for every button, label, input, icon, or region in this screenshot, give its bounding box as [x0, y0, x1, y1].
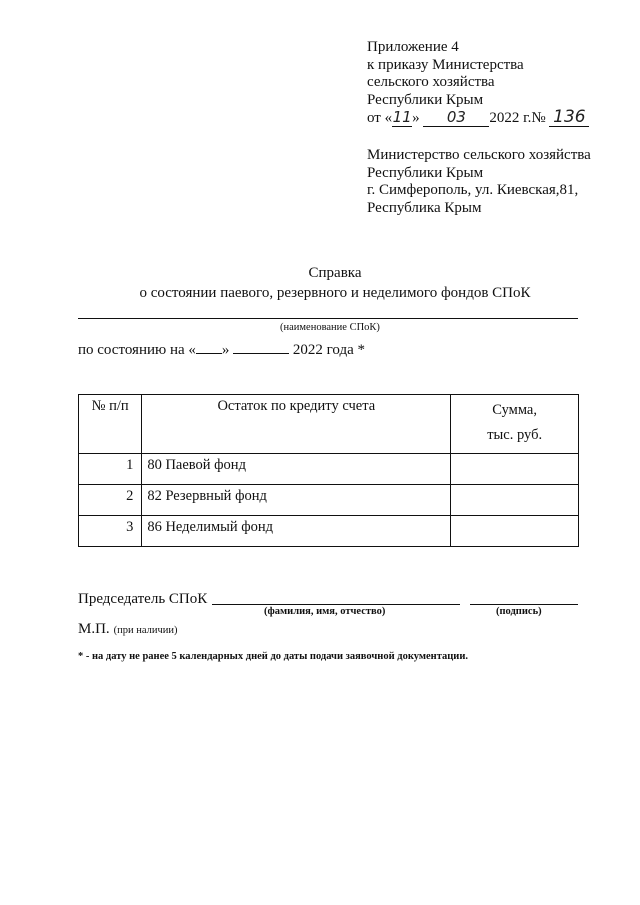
header-sum-line2: тыс. руб.	[487, 427, 543, 443]
row-num: 1	[79, 454, 142, 485]
funds-table	[78, 394, 579, 547]
sign-underline	[470, 604, 578, 605]
ministry-line: Республика Крым	[367, 199, 482, 216]
row-sum[interactable]	[451, 454, 579, 485]
sign-caption: (подпись)	[496, 606, 542, 617]
ministry-line: Республики Крым	[367, 164, 484, 181]
ministry-address	[367, 146, 591, 216]
table-header-row	[79, 395, 579, 454]
date-month-handwritten: 03	[423, 108, 489, 127]
date-prefix: от «	[367, 110, 393, 126]
table-row	[79, 485, 579, 516]
appendix-line: сельского хозяйства	[367, 74, 495, 90]
table-row	[79, 516, 579, 547]
fio-caption: (фамилия, имя, отчество)	[264, 606, 386, 617]
name-underline	[78, 318, 578, 319]
row-num: 3	[79, 516, 142, 547]
row-num: 2	[79, 485, 142, 516]
table-row	[79, 454, 579, 485]
order-number-handwritten: 136	[549, 108, 589, 127]
date-day-handwritten: 11	[392, 108, 412, 126]
date-mid: »	[412, 110, 420, 126]
header-sum	[451, 395, 579, 454]
as-of-line	[78, 341, 365, 359]
stamp-label: М.П.	[78, 621, 110, 637]
order-date-line	[367, 108, 589, 126]
appendix-line: к приказу Министерства	[367, 56, 524, 73]
chairman-label: Председатель СПоК	[78, 591, 208, 607]
row-sum[interactable]	[451, 485, 579, 516]
stamp-line	[78, 620, 178, 638]
name-caption: (наименование СПоК)	[280, 322, 380, 333]
ministry-line: Министерство сельского хозяйства	[367, 147, 591, 163]
footnote: * - на дату не ранее 5 календарных дней до даты подачи заявочной документации.	[78, 651, 469, 662]
appendix-block	[367, 38, 589, 126]
as-of-suffix: 2022 года *	[292, 342, 366, 358]
stamp-note: (при наличии)	[113, 625, 178, 636]
row-account: 80 Паевой фонд	[142, 454, 451, 485]
document-title: Справка	[308, 265, 362, 281]
header-sum-line1: Сумма,	[492, 402, 537, 418]
header-account: Остаток по кредиту счета	[142, 395, 451, 454]
row-account: 86 Неделимый фонд	[142, 516, 451, 547]
header-num: № п/п	[79, 395, 142, 454]
row-sum[interactable]	[451, 516, 579, 547]
fio-underline	[212, 604, 460, 605]
row-account: 82 Резервный фонд	[142, 485, 451, 516]
document-subtitle: о состоянии паевого, резервного и неделимого фондов СПоК	[139, 285, 531, 301]
as-of-mid: »	[221, 342, 230, 358]
as-of-day-blank	[196, 353, 222, 354]
appendix-line: Республики Крым	[367, 91, 484, 108]
appendix-line: Приложение 4	[367, 39, 459, 55]
date-year: 2022 г.№	[489, 110, 546, 126]
as-of-month-blank	[233, 353, 289, 354]
as-of-prefix: по состоянию на «	[78, 342, 196, 358]
ministry-line: г. Симферополь, ул. Киевская,81,	[367, 182, 579, 198]
